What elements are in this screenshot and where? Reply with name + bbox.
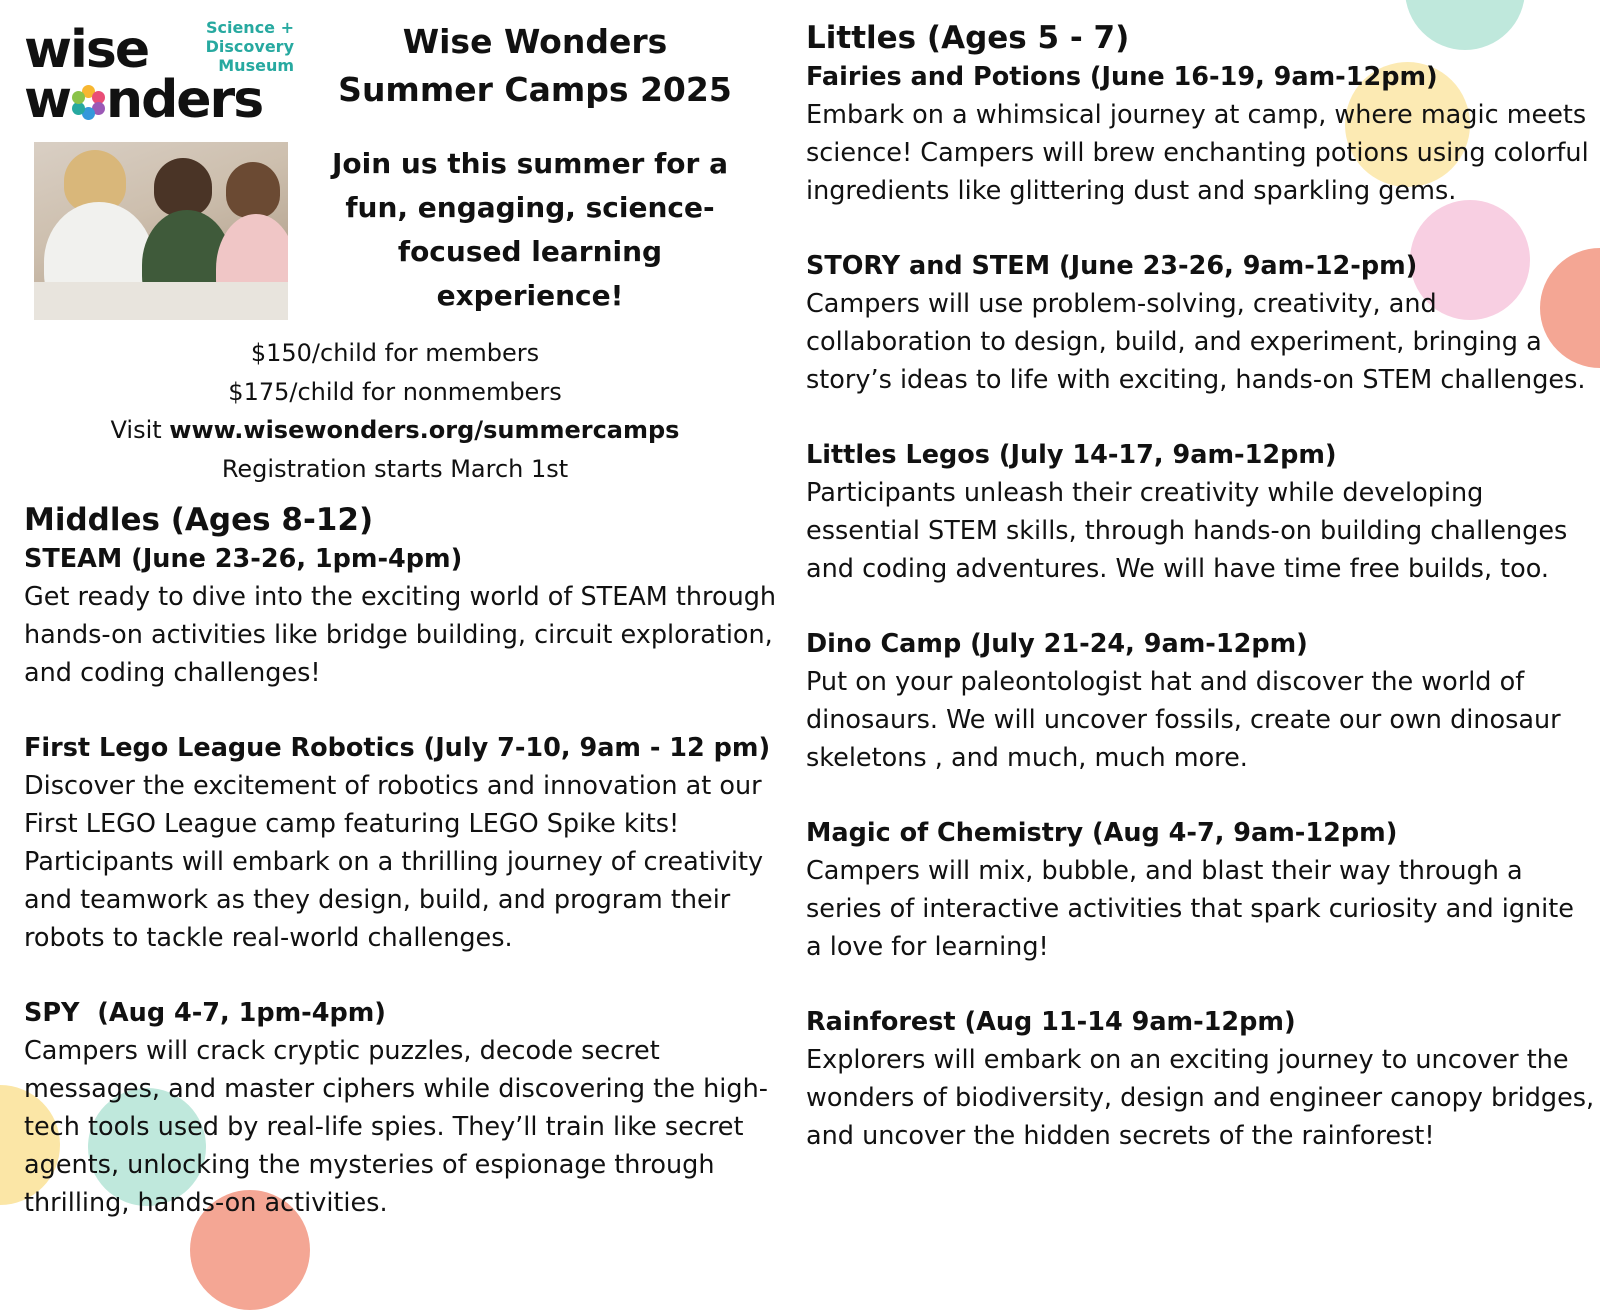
camp-title: First Lego League Robotics (July 7-10, 9am - 12 pm) [24, 733, 771, 763]
camp-magic-of-chemistry [806, 814, 1596, 966]
camp-description: Put on your paleontologist hat and discover the world of dinosaurs. We will uncover fossils, create our own dinosaur skeletons , and much, much more. [806, 667, 1561, 773]
pricing-info [40, 334, 750, 488]
camp-description: Get ready to dive into the exciting world of STEAM through hands-on activities like bridge building, circuit exploration, and coding challenges! [24, 582, 777, 688]
camp-title: STORY and STEM (June 23-26, 9am-12-pm) [806, 251, 1418, 281]
camp-title: STEAM (June 23-26, 1pm-4pm) [24, 544, 463, 574]
visit-line: Visit www.wisewonders.org/summercamps [110, 416, 680, 444]
middles-heading: Middles (Ages 8-12) [24, 502, 374, 538]
price-members: $150/child for members [250, 339, 540, 367]
camp-title: SPY (Aug 4-7, 1pm-4pm) [24, 998, 386, 1028]
flower-icon [71, 85, 105, 119]
camp-description: Campers will mix, bubble, and blast their way through a series of interactive activities that spark curiosity and ignite a love for learning! [806, 856, 1574, 962]
camp-description: Campers will use problem-solving, creativity, and collaboration to design, build, and experiment, bringing a story’s ideas to life with exciting, hands-on STEM challenges. [806, 289, 1586, 395]
camp-description: Explorers will embark on an exciting journey to uncover the wonders of biodiversity, design and engineer canopy bridges, and uncover the hidden secrets of the rainforest! [806, 1045, 1595, 1151]
camp-title: Fairies and Potions (June 16-19, 9am-12pm) [806, 62, 1438, 92]
price-nonmembers: $175/child for nonmembers [228, 377, 562, 406]
camp-first-lego-league [24, 729, 784, 957]
camp-description: Embark on a whimsical journey at camp, where magic meets science! Campers will brew enchanting potions using colorful ingredients like glittering dust and sparkling gems. [806, 100, 1589, 206]
camp-title: Rainforest (Aug 11-14 9am-12pm) [806, 1007, 1296, 1037]
camp-description: Discover the excitement of robotics and innovation at our First LEGO League camp featuring LEGO Spike kits! Participants will embark on a thrilling journey of creativity and teamwork as they design, build, and program their robots to tackle real-world challenges. [24, 771, 764, 953]
camp-title: Dino Camp (July 21-24, 9am-12pm) [806, 629, 1308, 659]
website-link[interactable]: www.wisewonders.org/summercamps [169, 416, 680, 444]
camp-description: Participants unleash their creativity while developing essential STEM skills, through hands-on building challenges and coding adventures. We will have time free builds, too. [806, 478, 1568, 584]
museum-logo [24, 18, 314, 128]
littles-section [806, 18, 1596, 1192]
camp-dino [806, 625, 1596, 777]
logo-word-wise: wise [24, 20, 149, 80]
page-title: Wise Wonders Summer Camps 2025 [338, 22, 732, 109]
camp-spy [24, 994, 784, 1222]
camp-rainforest [806, 1003, 1596, 1155]
camp-fairies-and-potions [806, 58, 1596, 210]
tagline: Join us this summer for a fun, engaging, science- focused learning experience! [332, 147, 728, 312]
middles-section [24, 500, 784, 1259]
camp-title: Littles Legos (July 14-17, 9am-12pm) [806, 440, 1337, 470]
registration-note: Registration starts March 1st [221, 454, 569, 483]
camp-description: Campers will crack cryptic puzzles, decode secret messages, and master ciphers while discovering the high-tech tools used by real-life spies. They’ll train like secret agents, unlocking the mysteries of espionage through thrilling, hands-on activities. [24, 1036, 768, 1218]
camp-steam [24, 540, 784, 692]
camp-title: Magic of Chemistry (Aug 4-7, 9am-12pm) [806, 818, 1398, 848]
logo-subtitle: Science + Discovery Museum [205, 18, 294, 75]
logo-word-wonders: w nders [24, 70, 263, 130]
littles-heading: Littles (Ages 5 - 7) [806, 20, 1130, 56]
camp-story-and-stem [806, 247, 1596, 399]
camp-littles-legos [806, 436, 1596, 588]
children-photo [34, 142, 288, 320]
